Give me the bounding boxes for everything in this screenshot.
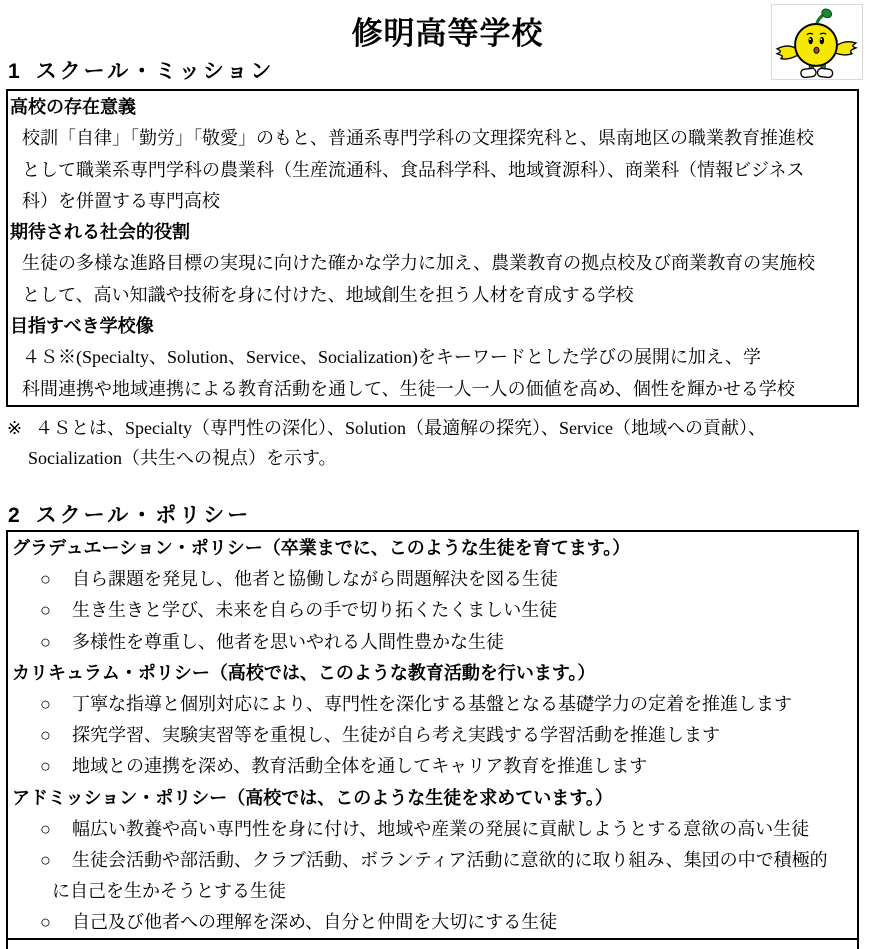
circle-bullet-icon: ○ [40, 756, 51, 777]
policy-item-text: 生き生きと学び、未来を自らの手で切り拓くたくましい生徒 [72, 600, 558, 621]
policy-item [8, 814, 857, 845]
section-1-title: スクール・ミッション [35, 60, 275, 83]
mission-body-line: 科間連携や地域連携による教育活動を通して、生徒一人一人の価値を高め、個性を輝かせる学校 [22, 378, 795, 399]
policy-item [8, 595, 857, 626]
footnote-4s [7, 413, 864, 473]
mission-body-line: として、高い知識や技術を身に付けた、地域創生を担う人材を育成する学校 [22, 284, 634, 305]
mission-body-line: 生徒の多様な進路目標の実現に向けた確かな学力に加え、農業教育の拠点校及び商業教育の実施校 [22, 253, 816, 274]
policy-item [8, 845, 857, 876]
mission-body-line: として職業系専門学科の農業科（生産流通科、食品科学科、地域資源科）、商業科（情報ビジネス [22, 159, 805, 180]
footnote-line [7, 413, 864, 443]
reference-mark: ※ [7, 418, 23, 438]
page-title: 修明高等学校 [351, 16, 544, 51]
policy-item-text: 自ら課題を発見し、他者と協働しながら問題解決を図る生徒 [72, 569, 558, 590]
policy-header-graduation: グラデュエーション・ポリシー（卒業までに、このような生徒を育てます。） [12, 538, 631, 558]
policy-item [8, 627, 857, 658]
policy-item-text: 探究学習、実験実習等を重視し、生徒が自ら考え実践する学習活動を推進します [72, 725, 720, 746]
circle-bullet-icon: ○ [40, 725, 51, 746]
policy-item-text: 地域との連携を深め、教育活動全体を通してキャリア教育を推進します [72, 756, 648, 777]
policy-item [8, 907, 857, 938]
policy-item [8, 564, 857, 595]
mission-body-line: 校訓「自律」「勤労」「敬愛」のもと、普通系専門学科の文理探究科と、県南地区の職業教育推進校 [22, 128, 814, 149]
section-1-heading [8, 55, 274, 85]
policy-item [8, 689, 857, 720]
section-2-heading [8, 499, 251, 529]
circle-bullet-icon: ○ [40, 849, 51, 870]
mission-block-header: 期待される社会的役割 [10, 222, 190, 243]
policy-item-wrap-line: に自己を生かそうとする生徒 [52, 881, 286, 902]
policy-item [8, 751, 857, 782]
next-box-left-border-stub [6, 940, 8, 949]
policy-item-text: 幅広い教養や高い専門性を身に付け、地域や産業の発展に貢献しようとする意欲の高い生徒 [72, 818, 810, 839]
policy-item [8, 720, 857, 751]
yellow-bird-sprout-mascot-icon [772, 5, 862, 79]
circle-bullet-icon: ○ [40, 569, 51, 590]
mission-block-header: 高校の存在意義 [10, 97, 136, 117]
mission-block-header: 目指すべき学校像 [10, 316, 154, 337]
school-mascot-image [771, 4, 863, 80]
policy-item-text: 生徒会活動や部活動、クラブ活動、ボランティア活動に意欲的に取り組み、集団の中で積極的 [72, 849, 828, 870]
policy-header-admission: アドミッション・ポリシー（高校では、このような生徒を求めています。） [12, 787, 613, 808]
next-box-right-border-stub [857, 940, 859, 949]
section-2-title: スクール・ポリシー [35, 504, 252, 527]
circle-bullet-icon: ○ [40, 631, 51, 652]
circle-bullet-icon: ○ [40, 693, 51, 714]
school-mission-box [6, 89, 859, 407]
circle-bullet-icon: ○ [40, 600, 51, 621]
circle-bullet-icon: ○ [40, 818, 51, 839]
section-2-number: 2 [8, 504, 20, 527]
policy-item-text: 丁寧な指導と個別対応により、専門性を深化する基盤となる基礎学力の定着を推進します [72, 693, 792, 714]
policy-item-text: 自己及び他者への理解を深め、自分と仲間を大切にする生徒 [72, 912, 558, 933]
circle-bullet-icon: ○ [40, 912, 51, 933]
school-policy-box [6, 530, 859, 940]
policy-item-text: 多様性を尊重し、他者を思いやれる人間性豊かな生徒 [72, 631, 504, 652]
mission-body-line: ４Ｓ※(Specialty、Solution、Service、Socialization)をキーワードとした学びの展開に加え、学 [22, 347, 762, 368]
section-1-number: 1 [8, 60, 20, 83]
policy-header-curriculum: カリキュラム・ポリシー（高校では、このような教育活動を行います。） [12, 662, 596, 683]
mission-body-line: 科）を併置する専門高校 [22, 190, 220, 211]
footnote-text: ４Ｓとは、Specialty（専門性の深化）、Solution（最適解の探究）、Service（地域への貢献）、 [35, 418, 766, 438]
footnote-line: Socialization（共生への視点）を示す。 [28, 448, 337, 468]
